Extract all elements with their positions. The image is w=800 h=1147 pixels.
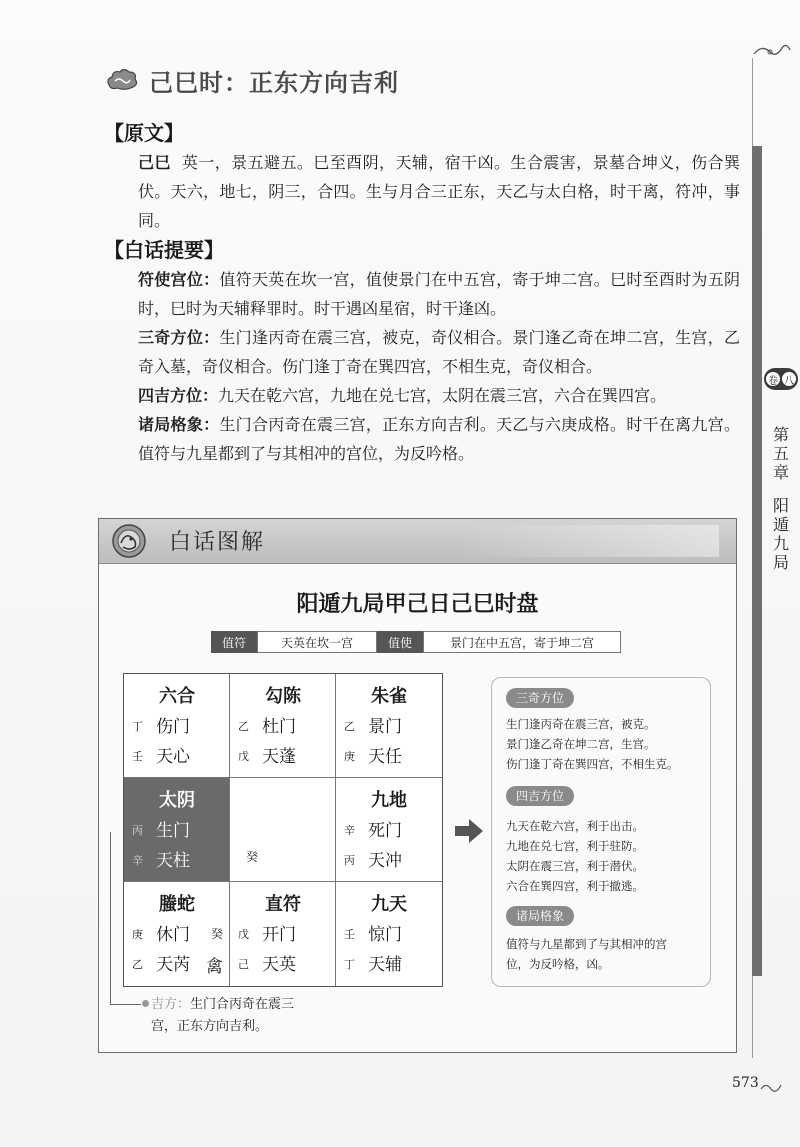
siji-line: 九天在乾六宫，利于出击。	[506, 819, 644, 833]
chart-title: 阳遁九局甲己日己巳时盘	[296, 592, 539, 617]
zhifu-label: 值符	[211, 631, 257, 653]
arrow-right-icon	[455, 819, 483, 847]
palace-star: 天蓬	[262, 747, 296, 767]
siji-line: 六合在巽四宫，利于撤逃。	[506, 879, 644, 893]
zhifu-value: 天英在坎一宫	[257, 631, 377, 653]
stem: 戊	[238, 750, 249, 763]
section-title-text: 己巳时：正东方向吉利	[149, 68, 399, 97]
stem: 辛	[344, 824, 355, 837]
palace-gate: 杜门	[262, 717, 296, 737]
palace-god: 勾陈	[265, 686, 301, 707]
sanqi-tag: 三奇方位	[506, 688, 574, 708]
palace-qian-6	[336, 882, 442, 986]
palace-star: 天辅	[368, 955, 402, 975]
illustration-title: 白话图解	[169, 530, 266, 555]
sanqi-line: 生门逢丙奇在震三宫，被克。	[506, 717, 656, 731]
palace-li-9	[230, 674, 336, 778]
original-lead: 己巳	[138, 153, 171, 172]
palace-star: 天芮	[156, 955, 190, 975]
summary-text: 值符天英在坎一宫，值使景门在中五宫，寄于坤二宫。巳时至酉时为五阴时，巳时为天辅释罪时。时干遇凶星宿，时干逢凶。	[138, 270, 740, 318]
siji-tag: 四吉方位	[506, 786, 574, 806]
summary-item	[104, 323, 740, 381]
zhishi-value: 景门在中五宫，寄于坤二宫	[423, 631, 621, 653]
original-paragraph	[104, 148, 740, 235]
volume-badge	[764, 368, 798, 390]
extra-stem: 癸	[210, 927, 223, 941]
summary-item	[104, 410, 740, 468]
stem: 庚	[344, 750, 355, 763]
chapter-subtitle: 阳遁九局	[772, 496, 789, 572]
summary-label: 符使宫位：	[138, 270, 220, 289]
palace-gate: 惊门	[368, 925, 402, 945]
chapter-number: 第五章	[772, 425, 789, 482]
palace-god: 九天	[371, 894, 407, 915]
palace-god: 朱雀	[371, 686, 407, 707]
palace-center-5	[230, 778, 336, 882]
geju-tag: 诸局格象	[506, 906, 574, 926]
palace-kun-2	[336, 674, 442, 778]
palace-dui-7	[336, 778, 442, 882]
summary-text: 生门逢丙奇在震三宫，被克，奇仪相合。景门逢乙奇在坤二宫，生宫，乙奇入墓，奇仪相合。伤门逢丁奇在巽四宫，不相生克，奇仪相合。	[138, 328, 740, 376]
palace-god: 九地	[371, 790, 407, 811]
summary-label: 诸局格象：	[138, 415, 220, 434]
summary-text: 生门合丙奇在震三宫，正东方向吉利。天乙与六庚成格。时干在离九宫。值符与九星都到了与其相冲的宫位，为反吟格。	[138, 415, 740, 463]
volume-badge-left: 卷	[766, 372, 780, 386]
palace-star: 天任	[368, 747, 402, 767]
palace-star: 天柱	[156, 851, 190, 871]
stem: 丙	[132, 824, 143, 837]
palace-xun-4	[124, 674, 230, 778]
stem: 己	[238, 958, 249, 971]
original-heading: 【原文】	[104, 121, 184, 145]
stem: 庚	[132, 928, 143, 941]
analysis-panel	[491, 677, 711, 987]
palace-gate: 死门	[368, 821, 402, 841]
palace-star: 天英	[262, 955, 296, 975]
note-line: 宫，正东方向吉利。	[151, 1019, 269, 1034]
sanqi-line: 景门逢乙奇在坤二宫，生宫。	[506, 737, 656, 751]
illustration-box	[98, 518, 737, 1053]
stem: 乙	[344, 720, 355, 733]
illustration-header	[99, 519, 736, 564]
extra-star: 禽	[206, 957, 223, 977]
note-bullet-icon	[142, 1000, 149, 1007]
stem: 丁	[344, 958, 355, 971]
summary-label: 四吉方位：	[138, 386, 219, 405]
palace-kan-1	[230, 882, 336, 986]
summary-label: 三奇方位：	[138, 328, 220, 347]
stem: 壬	[344, 928, 355, 941]
palace-gate: 生门	[156, 821, 190, 841]
geju-line: 位，为反吟格，凶。	[506, 957, 610, 971]
summary-heading: 【白话提要】	[104, 238, 224, 262]
cloud-ornament-icon	[105, 67, 139, 93]
palace-gate: 开门	[262, 925, 296, 945]
note-line: 生门合丙奇在震三	[190, 997, 295, 1012]
palace-god: 直符	[265, 894, 301, 915]
siji-line: 九地在兑七宫，利于驻防。	[506, 839, 644, 853]
section-title	[105, 62, 399, 98]
center-stem: 癸	[246, 850, 259, 864]
palace-god: 六合	[159, 686, 195, 707]
lucky-direction-note	[151, 994, 294, 1038]
palace-gate: 休门	[156, 925, 190, 945]
page-number: 573	[732, 1075, 759, 1091]
volume-badge-right: 八	[782, 372, 796, 386]
note-lead: 吉方：	[151, 997, 191, 1012]
stem: 丙	[344, 854, 355, 867]
original-text: 英一，景五避五。巳至酉阴，天辅，宿干凶。生合震害，景墓合坤义，伤合巽伏。天六，地七，阴三，合四。生与月合三正东，天乙与太白格，时干离，符冲，事同。	[138, 153, 740, 230]
note-connector-line	[110, 832, 141, 1005]
dragon-emblem-icon	[107, 523, 151, 563]
summary-item	[104, 265, 740, 323]
palace-gate: 景门	[368, 717, 402, 737]
palace-god: 螣蛇	[159, 894, 195, 915]
chapter-side-bar	[752, 146, 762, 976]
palace-god: 太阴	[159, 790, 195, 811]
ornament-icon	[752, 40, 792, 64]
chapter-side-label	[770, 425, 792, 572]
stem: 乙	[132, 958, 143, 971]
palace-star: 天心	[156, 747, 190, 767]
stem: 丁	[132, 720, 143, 733]
palace-gate: 伤门	[156, 717, 190, 737]
palace-star: 天冲	[368, 851, 402, 871]
stem: 辛	[132, 854, 143, 867]
duty-info-row	[211, 631, 621, 653]
geju-line: 值符与九星都到了与其相冲的宫	[506, 937, 667, 951]
stem: 戊	[238, 928, 249, 941]
summary-text: 九天在乾六宫，九地在兑七宫，太阴在震三宫，六合在巽四宫。	[218, 386, 667, 405]
nine-palace-grid	[123, 673, 443, 987]
summary-item	[104, 381, 740, 410]
page-curl-icon	[760, 1080, 782, 1099]
stem: 壬	[132, 750, 143, 763]
stem: 乙	[238, 720, 249, 733]
siji-line: 太阴在震三宫，利于潜伏。	[506, 859, 644, 873]
sanqi-line: 伤门逢丁奇在巽四宫，不相生克。	[506, 757, 679, 771]
zhishi-label: 值使	[377, 631, 423, 653]
